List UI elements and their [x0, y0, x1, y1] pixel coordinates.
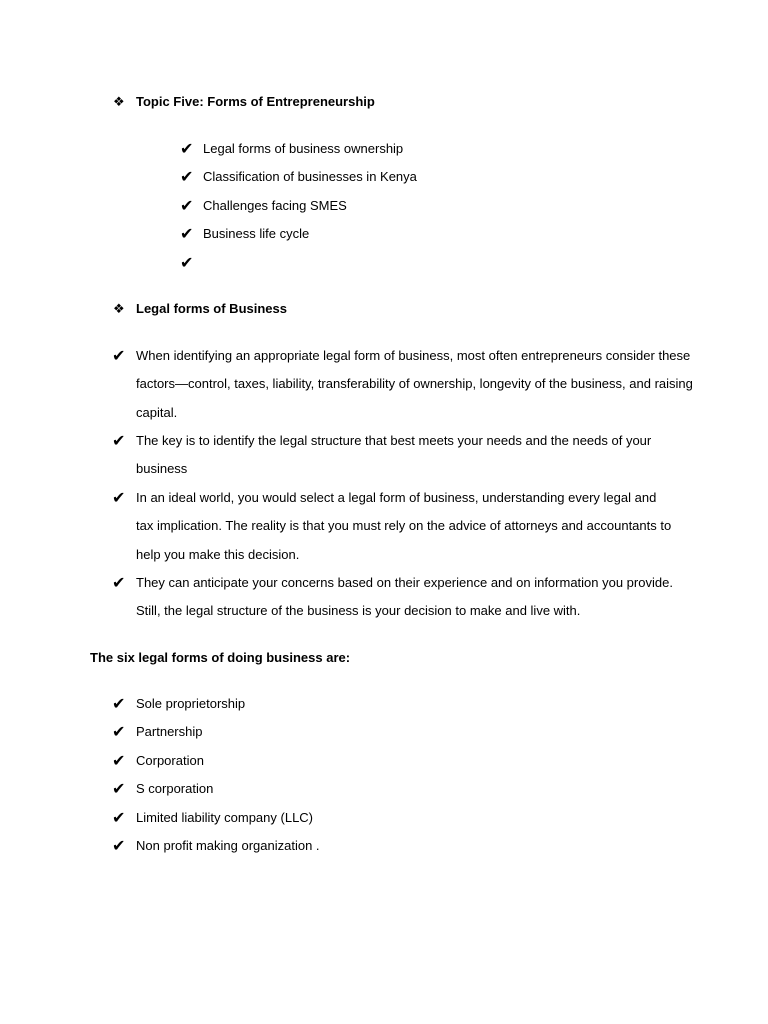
checkmark-icon: ✔: [112, 808, 126, 827]
checkmark-icon: ✔: [180, 224, 194, 243]
checkmark-icon: ✔: [112, 573, 126, 592]
paragraph: In an ideal world, you would select a legal form of business, understanding every legal and tax implication. The reality is that you must rely on the advice of attorneys and accountants to help you make this decision.: [136, 490, 672, 562]
diamond-bullet-icon: ❖: [113, 301, 125, 316]
checkmark-icon: ✔: [112, 694, 126, 713]
list-item: Business life cycle: [203, 226, 310, 241]
list-item: Classification of businesses in Kenya: [203, 169, 417, 184]
list-item: Partnership: [136, 724, 203, 739]
list-item: Challenges facing SMES: [203, 198, 347, 213]
list-item: Legal forms of business ownership: [203, 141, 404, 156]
diamond-bullet-icon: ❖: [113, 94, 125, 109]
paragraph: The key is to identify the legal structure that best meets your needs and the needs of your business: [136, 433, 652, 477]
checkmark-icon: ✔: [180, 167, 194, 186]
legal-forms-heading: Legal forms of Business: [136, 301, 287, 316]
list-item: Corporation: [136, 753, 204, 768]
checkmark-icon: ✔: [180, 139, 194, 158]
list-item: Limited liability company (LLC): [136, 810, 314, 825]
six-legal-forms-heading: The six legal forms of doing business are:: [90, 650, 351, 665]
list-item: S corporation: [136, 781, 214, 796]
paragraph: When identifying an appropriate legal form of business, most often entrepreneurs consider these factors—control, taxes, liability, transferability of ownership, longevity of the business, and raising capital.: [136, 348, 693, 420]
list-item: Non profit making organization .: [136, 838, 320, 853]
paragraph: They can anticipate your concerns based on their experience and on information you provide. Still, the legal structure of the business is your decision to make and live with.: [136, 575, 673, 619]
checkmark-icon: ✔: [112, 751, 126, 770]
checkmark-icon: ✔: [180, 253, 194, 272]
checkmark-icon: ✔: [112, 722, 126, 741]
topic-five-heading: Topic Five: Forms of Entrepreneurship: [136, 94, 375, 109]
checkmark-icon: ✔: [180, 196, 194, 215]
checkmark-icon: ✔: [112, 836, 126, 855]
checkmark-icon: ✔: [112, 346, 126, 365]
checkmark-icon: ✔: [112, 779, 126, 798]
checkmark-icon: ✔: [112, 488, 126, 507]
checkmark-icon: ✔: [112, 431, 126, 450]
list-item: Sole proprietorship: [136, 696, 246, 711]
